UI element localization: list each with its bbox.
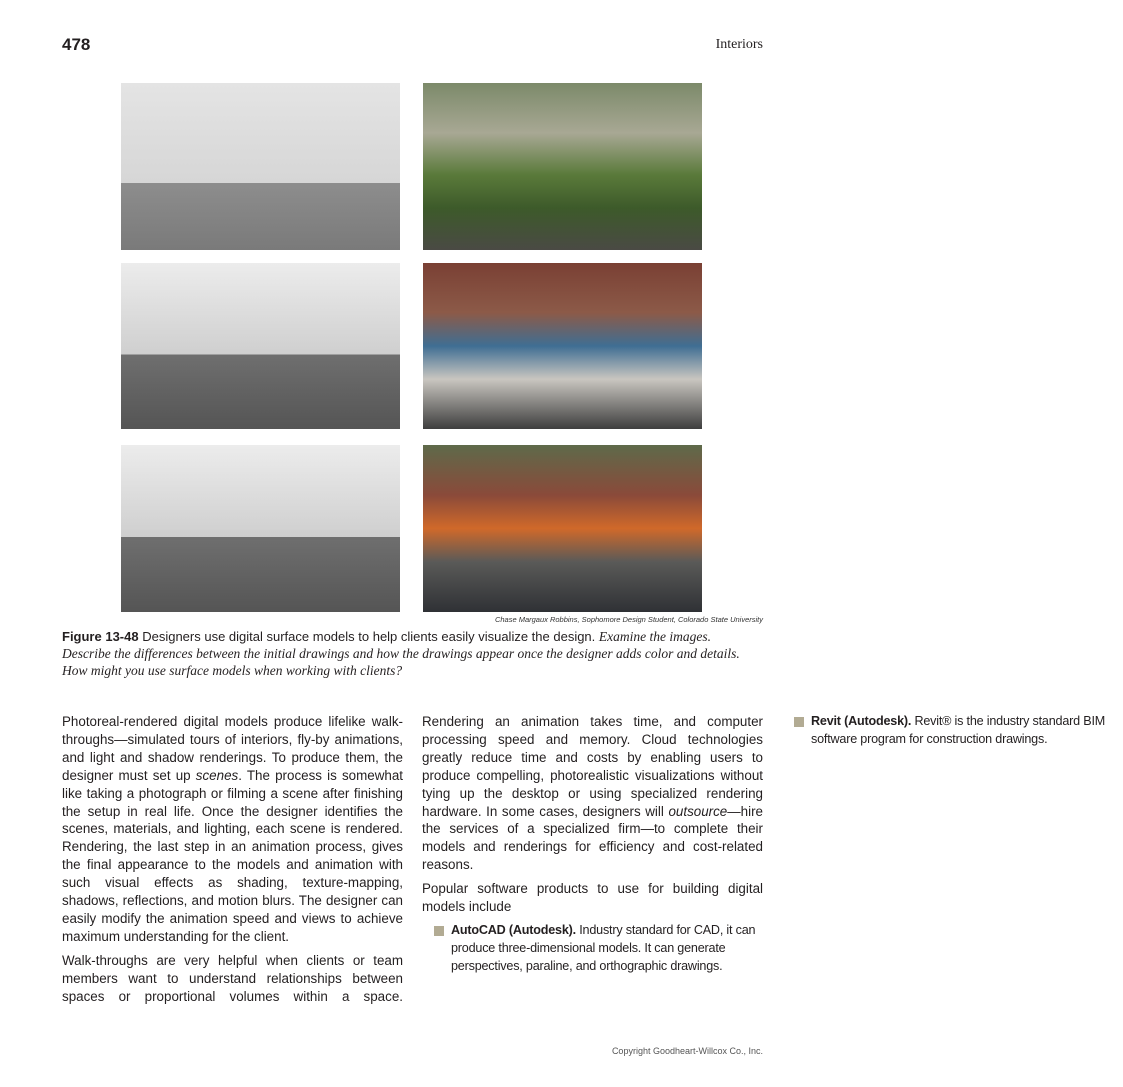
study-area-sketch-image bbox=[121, 445, 400, 612]
bullet-title: AutoCAD (Autodesk). bbox=[451, 922, 576, 937]
bullet-revit bbox=[794, 713, 1123, 749]
running-head: Interiors bbox=[715, 37, 763, 52]
bullet-text: Revit® is the industry standard BIM software program for construction drawings. bbox=[811, 714, 1106, 746]
bullet-title: Revit (Autodesk). bbox=[811, 714, 912, 728]
bar-stools-sketch-image bbox=[121, 83, 400, 250]
bullet-autocad bbox=[434, 922, 763, 976]
lounge-render-image bbox=[423, 263, 702, 429]
term-scenes: scenes bbox=[195, 767, 239, 783]
figure-label: Figure 13-48 bbox=[62, 629, 139, 644]
study-area-render-image bbox=[423, 445, 702, 612]
text: —hire the services of a specialized firm—to complete their models and renderings for efficiency and cost-related reasons. bbox=[422, 803, 763, 873]
caption-question: Examine the images. Describe the differences between the initial drawings and how the drawings appear once the designer adds color and details. How might you use surface models when working with clients? bbox=[62, 629, 740, 678]
text: Photoreal-rendered digital models produce lifelike walk-throughs—simulated tours of interiors, fly-by animations, and light and shadow renderings. To produce them, the designer must set up bbox=[62, 714, 403, 783]
page-number: 478 bbox=[62, 35, 91, 54]
photo-credit: Chase Margaux Robbins, Sophomore Design Student, Colorado State University bbox=[494, 615, 763, 624]
text: . The process is somewhat like taking a photograph or filming a scene after finishing the setup in real life. Once the designer identifies the scenes, materials, and lighting, each scene is rendered. Rendering, the last step in an animation process, gives the final appearance to the models and animation with such visual effects as shading, texture-mapping, shadows, reflections, and motion blurs. The designer can easily modify the animation speed and views to achieve maximum understanding for the client. bbox=[62, 767, 403, 944]
term-outsource: outsource bbox=[668, 803, 728, 819]
paragraph-1 bbox=[62, 713, 403, 946]
bullet-square-icon bbox=[794, 717, 804, 727]
copyright: Copyright Goodheart-Willcox Co., Inc. bbox=[611, 1046, 763, 1056]
bar-stools-render-image bbox=[423, 83, 702, 250]
lounge-sketch-image bbox=[121, 263, 400, 429]
bullet-text: Industry standard for CAD, it can produce three-dimensional models. It can generate perspectives, paraline, and orthographic drawings. bbox=[451, 922, 756, 973]
body-text bbox=[62, 713, 1106, 1013]
caption-text: Designers use digital surface models to help clients easily visualize the design. bbox=[138, 629, 599, 644]
paragraph-3: Popular software products to use for building digital models include bbox=[422, 881, 763, 915]
text: Walk-throughs are very helpful when clients or team members want to understand relationships between spaces or proportional volumes within a space. Rendering an animation takes time, and computer processing speed and memory. Cloud technologies greatly reduce time and costs by enabling users to produce compelling, photorealistic visualizations without tying up the desktop or using specialized rendering hardware. In some cases, designers will bbox=[62, 714, 763, 1004]
figure-caption bbox=[62, 628, 762, 679]
bullet-square-icon bbox=[434, 926, 444, 936]
